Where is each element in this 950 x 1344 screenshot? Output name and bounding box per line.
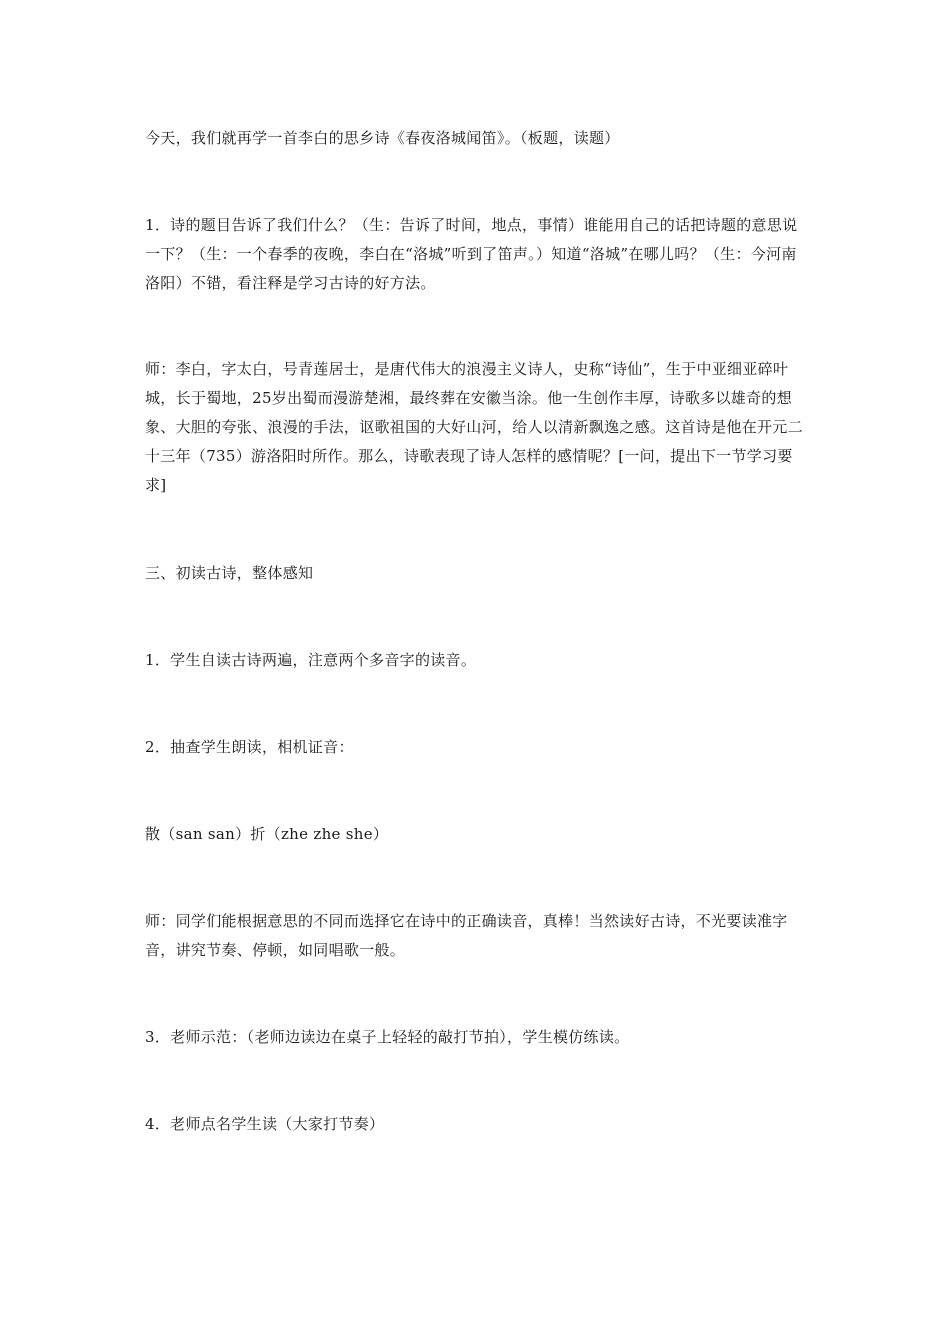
section-heading: 三、初读古诗，整体感知 — [145, 564, 314, 582]
paragraph-step-1: 1．学生自读古诗两遍，注意两个多音字的读音。 — [145, 651, 477, 669]
paragraph-li-bai-bio: 师：李白，字太白，号青莲居士，是唐代伟大的浪漫主义诗人，史称“诗仙”，生于中亚细亚碎叶城，长于蜀地，25岁出蜀而漫游楚湘，最终葬在安徽当涂。他一生创作丰厚，诗歌多以雄奇的想象、大胆的夸张、浪漫的手法，讴歌祖国的大好山河，给人以清新飘逸之感。这首诗是他在开元二十三年（735）游洛阳时所作。那么，诗歌表现了诗人怎样的感情呢？[一问，提出下一节学习要求] — [145, 360, 803, 494]
paragraph-step-4: 4．老师点名学生读（大家打节奏） — [145, 1115, 385, 1133]
paragraph-pronunciation: 散（san san）折（zhe zhe she） — [145, 825, 389, 843]
paragraph-title-question: 1．诗的题目告诉了我们什么？（生：告诉了时间，地点，事情）谁能用自己的话把诗题的意思说一下？（生：一个春季的夜晚，李白在“洛城”听到了笛声。）知道“洛城”在哪儿吗？（生：今河南洛阳）不错，看注释是学习古诗的好方法。 — [145, 216, 798, 292]
paragraph-intro: 今天，我们就再学一首李白的思乡诗《春夜洛城闻笛》。（板题，读题） — [145, 129, 620, 147]
paragraph-teacher-praise: 师：同学们能根据意思的不同而选择它在诗中的正确读音，真棒！当然读好古诗，不光要读准字音，讲究节奏、停顿，如同唱歌一般。 — [145, 912, 788, 959]
paragraph-step-3: 3．老师示范：（老师边读边在桌子上轻轻的敲打节拍），学生模仿练读。 — [145, 1028, 630, 1046]
paragraph-step-2: 2．抽查学生朗读，相机证音： — [145, 738, 354, 756]
